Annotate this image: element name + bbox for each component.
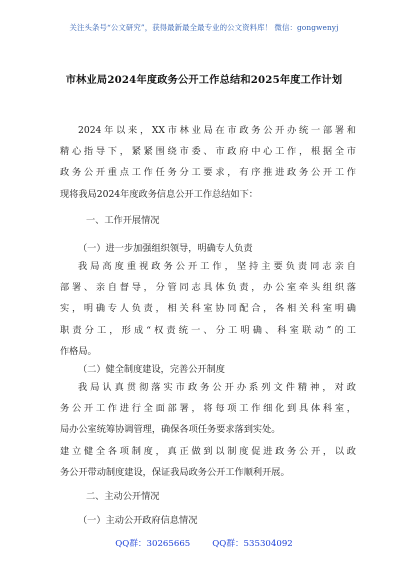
- footer-contact: [0, 537, 408, 549]
- intro-line: 精心指导下，紧紧围绕市委、市政府中心工作，根据全市: [60, 146, 356, 158]
- paragraph-line: 建立健全各项制度，真正做到以制度促进政务公开，以政: [60, 445, 356, 457]
- section-heading-2: 二、主动公开情况: [86, 491, 160, 502]
- paragraph-line: 我局高度重视政务公开工作，坚持主要负责同志亲自: [78, 261, 356, 272]
- subsection-heading-1-1: （一）进一步加强组织领导，明确专人负责: [78, 243, 253, 254]
- document-title: 市林业局2024年度政务公开工作总结和2025年度工作计划: [65, 74, 343, 86]
- intro-line: 2024年以来，XX市林业局在市政务公开办统一部署和: [78, 125, 356, 136]
- paragraph-line: 务公开工作进行全面部署，将每项工作细化到具体科室，: [60, 403, 356, 415]
- paragraph-line: 局办公室统筹协调管理，确保各项任务要求落到实处。: [60, 424, 281, 436]
- qq-group-1: QQ群：30265665: [115, 539, 191, 549]
- intro-paragraph: [60, 120, 356, 205]
- paragraph-line: 部署、亲自督导，分管同志具体负责，办公室牵头组织落: [60, 282, 356, 294]
- paragraph-line: 实，明确专人负责，相关科室协同配合，各相关科室明确: [60, 303, 356, 315]
- paragraph-1-1: [60, 256, 356, 362]
- paragraph-1-2: [60, 377, 356, 483]
- paragraph-line: 职责分工，形成“权责统一、分工明确、科室联动”的工: [60, 324, 356, 336]
- section-heading-1: 一、工作开展情况: [86, 215, 160, 226]
- paragraph-line: 作格局。: [60, 345, 97, 357]
- qq-group-2: QQ群：535304092: [212, 539, 293, 549]
- paragraph-line: 务公开带动制度建设，保证我局政务公开工作顺利开展。: [60, 466, 290, 478]
- intro-line: 现将我局2024年度政务信息公开工作总结如下：: [60, 188, 258, 200]
- subsection-heading-1-2: （二）健全制度建设，完善公开制度: [78, 364, 225, 375]
- subsection-heading-2-1: （一）主动公开政府信息情况: [78, 515, 198, 526]
- paragraph-line: 我局认真贯彻落实市政务公开办系列文件精神，对政: [78, 382, 356, 393]
- intro-line: 政务公开重点工作任务分工要求，有序推进政务公开工作: [60, 167, 356, 179]
- promo-banner: 关注头条号“公文研究”，获得最新最全最专业的公文资料库！ 微信：gongwenyj: [69, 23, 339, 32]
